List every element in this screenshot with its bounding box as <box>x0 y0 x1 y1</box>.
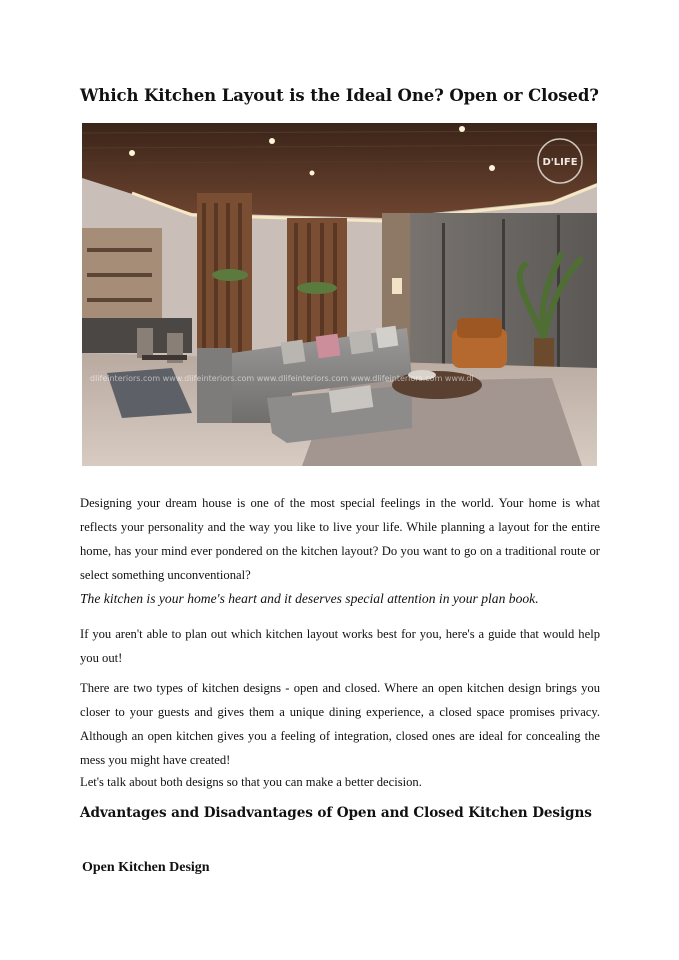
living-room-photo <box>82 123 597 466</box>
decision-paragraph: Let's talk about both designs so that you can make a better decision. <box>80 775 422 789</box>
intro-paragraph: Designing your dream house is one of the most special feelings in the world. Your home is what reflects your personality and the way you like to live your life. While planning a layout for the entire home, has your mind ever pondered on the kitchen layout? Do you want to go on a traditional route or select something unconventional? <box>80 496 600 582</box>
highlight-quote: The kitchen is your home's heart and it deserves special attention in your plan book. <box>80 591 539 606</box>
page-title: Which Kitchen Layout is the Ideal One? Open or Closed? <box>80 86 599 105</box>
guide-paragraph: If you aren't able to plan out which kitchen layout works best for you, here's a guide that would help you out! <box>80 627 600 665</box>
subsection-heading: Open Kitchen Design <box>82 860 210 875</box>
image-watermark: dlifeinteriors.com www.dlifeinteriors.com www.dlifeinteriors.com www.dlifeinteriors.com www.dl <box>90 374 474 383</box>
kitchen-types-paragraph: There are two types of kitchen designs - open and closed. Where an open kitchen design brings you closer to your guests and gives them a unique dining experience, a closed space promises privacy. Although an open kitchen gives you a feeling of integration, closed ones are ideal for concealing the mess you might have created! <box>80 681 600 767</box>
section-heading: Advantages and Disadvantages of Open and Closed Kitchen Designs <box>80 805 592 821</box>
dlife-logo-text: D'LIFE <box>542 157 578 168</box>
